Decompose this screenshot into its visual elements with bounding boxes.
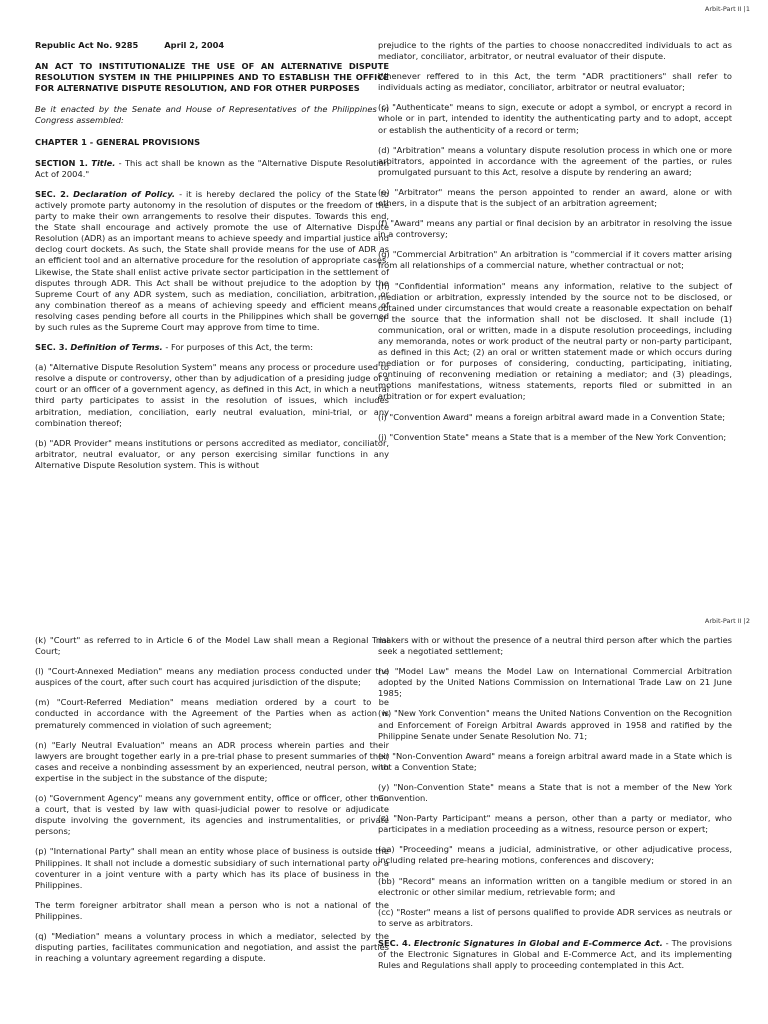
act-header xyxy=(35,40,389,51)
definition-cc: (cc) "Roster" means a list of persons qualified to provide ADR services as neutrals or to serve as arbitrators. xyxy=(378,906,732,928)
section-label: SEC. 3. xyxy=(35,342,68,353)
running-header: Arbit-Part II |2 xyxy=(704,617,750,625)
definition-f: (f) "Award" means any partial or final decision by an arbitrator in resolving the issue in a controversy; xyxy=(378,218,732,240)
act-date: April 2, 2004 xyxy=(164,40,225,50)
definition-b-continued: prejudice to the rights of the parties to choose nonaccredited individuals to act as mediator, conciliator, arbitrator, or neutral evaluator of their dispute. xyxy=(378,40,732,62)
left-column xyxy=(35,635,389,973)
definition-aa: (aa) "Proceeding" means a judicial, administrative, or other adjudicative process, including related pre-hearing motions, conferences and discovery; xyxy=(378,844,732,866)
definition-u-continued: makers with or without the presence of a neutral third person after which the parties seek a negotiated settlement; xyxy=(378,635,732,657)
definition-d: (d) "Arbitration" means a voluntary dispute resolution process in which one or more arbitrators, appointed in accordance with the agreement of the parties, or rules promulgated pursuant to this Act, resolve a dispute by rendering an award; xyxy=(378,144,732,177)
definition-a: (a) "Alternative Dispute Resolution System" means any process or procedure used to resolve a dispute or controversy, other than by adjudication of a presiding judge of a court or an officer of a government agency, as defined in this Act, in which a neutral third party participates to assist in the resolution of issues, which includes arbitration, mediation, conciliation, early neutral evaluation, mini-trial, or any combination thereof; xyxy=(35,362,389,428)
right-column xyxy=(378,635,732,980)
section-title: Electronic Signatures in Global and E-Commerce Act. xyxy=(413,937,663,948)
definition-b: (b) "ADR Provider" means institutions or persons accredited as mediator, conciliator, arbitrator, neutral evaluator, or any person exercising similar functions in any Alternative Dispute Resolution system. This is without xyxy=(35,437,389,470)
definition-h: (h) "Confidential information" means any information, relative to the subject of mediation or arbitration, expressly intended by the source not to be disclosed, or obtained under circumstances that would create a reasonable expectation on behalf of the source that the information shall not be disclosed. It shall include (1) communication, oral or written, made in a dispute resolution proceedings, including any memoranda, notes or work product of the neutral party or non-party participant, as defined in this Act; (2) an oral or written statement made or which occurs during mediation or for purposes of considering, conducting, participating, initiating, continuing of reconvening mediation or retaining a mediator; and (3) pleadings, motions manifestations, witness statements, reports filed or submitted in an arbitration or for expert evaluation; xyxy=(378,280,732,402)
definition-i: (i) "Convention Award" means a foreign arbitral award made in a Convention State; xyxy=(378,411,726,422)
definition-y: (y) "Non-Convention State" means a State that is not a member of the New York Convention. xyxy=(378,781,732,804)
section-title: Definition of Terms. xyxy=(70,342,163,353)
section-label: SEC. 4. xyxy=(378,937,411,948)
page-separator xyxy=(0,572,768,612)
definition-k: (k) "Court" as referred to in Article 6 of the Model Law shall mean a Regional Trial Court; xyxy=(35,635,389,657)
definition-m: (m) "Court-Referred Mediation" means mediation ordered by a court to be conducted in accordance with the Agreement of the Parties when as action is prematurely commenced in violation of such agreement; xyxy=(35,697,389,730)
definition-j: (j) "Convention State" means a State that is a member of the New York Convention; xyxy=(378,431,727,442)
chapter-heading: CHAPTER 1 - GENERAL PROVISIONS xyxy=(35,136,201,147)
running-header: Arbit-Part II |1 xyxy=(704,5,750,13)
section-label: SECTION 1. xyxy=(35,157,88,168)
definition-q: (q) "Mediation" means a voluntary process in which a mediator, selected by the disputing parties, facilitates communication and negotiation, and assist the parties in reaching a voluntary agreement regarding a dispute. xyxy=(35,930,389,964)
definition-bb: (bb) "Record" means an information written on a tangible medium or stored in an electronic or other similar medium, retrievable form; and xyxy=(378,875,732,897)
section-text: - The provisions of the Electronic Signatures in Global and E-Commerce Act, and its implementing Rules and Regulations shall apply to proceeding contemplated in this Act. xyxy=(378,937,733,971)
left-column xyxy=(35,40,389,480)
section-text: - it is hereby declared the policy of the State to actively promote party autonomy in the resolution of disputes or the freedom of the party to make their own arrangements to resolve their disputes. Towards this end, the State shall encourage and actively promote the use of Alternative Dispute Resolution (ADR) as an important means to achieve speedy and impartial justice and declog court dockets. As such, the State shall provide means for the use of ADR as an efficient tool and an alternative procedure for the resolution of appropriate cases. Likewise, the State shall enlist active private sector participation in the settlement of disputes through ADR. This Act shall be without prejudice to the adoption by the Supreme Court of any ADR system, such as mediation, conciliation, arbitration, or any combination thereof as a means of achieving speedy and efficient means of resolving cases pending before all courts in the Philippines which shall be governed by such rules as the Supreme Court may approve from time to time. xyxy=(35,188,389,332)
section-text: - For purposes of this Act, the term: xyxy=(162,342,314,353)
section-label: SEC. 2. xyxy=(35,188,70,199)
definition-x: (x) "Non-Convention Award" means a foreign arbitral award made in a State which is not a Convention State; xyxy=(378,750,732,772)
section-4 xyxy=(378,938,732,971)
act-title: AN ACT TO INSTITUTIONALIZE THE USE OF AN ALTERNATIVE DISPUTE RESOLUTION SYSTEM IN THE PHILIPPINES AND TO ESTABLISH THE OFFICE FOR ALTERNATIVE DISPUTE RESOLUTION, AND FOR OTHER PURPOSES xyxy=(35,61,389,94)
section-title: Declaration of Policy. xyxy=(73,188,176,199)
enacting-clause: Be it enacted by the Senate and House of Representatives of the Philippines in Congress assembled: xyxy=(35,104,389,126)
definition-o: (o) "Government Agency" means any government entity, office or officer, other than a court, that is vested by law with quasi-judicial power to resolve or adjudicate dispute involving the government, its agencies and instrumentalities, or private persons; xyxy=(35,793,389,837)
right-column xyxy=(378,40,732,452)
republic-act-number: Republic Act No. 9285 xyxy=(35,40,139,50)
foreigner-arbitrator-paragraph: The term foreigner arbitrator shall mean a person who is not a national of the Philippines. xyxy=(35,899,389,921)
definition-w: (w) "New York Convention" means the United Nations Convention on the Recognition and Enforcement of Foreign Arbitral Awards approved in 1958 and ratified by the Philippine Senate under Senate Resolution No. 71; xyxy=(378,708,732,741)
section-1 xyxy=(35,158,389,180)
section-title: Title. xyxy=(91,157,116,168)
section-2 xyxy=(35,189,389,333)
document-page-2 xyxy=(0,612,768,1024)
section-text: - This act shall be known as the "Alternative Dispute Resolution Act of 2004." xyxy=(35,157,389,179)
definition-v: (v) "Model Law" means the Model Law on International Commercial Arbitration adopted by the United Nations Commission on International Trade Law on 21 June 1985; xyxy=(378,666,732,699)
definition-p: (p) "International Party" shall mean an entity whose place of business is outside the Philippines. It shall not include a domestic subsidiary of such international party or a coventurer in a joint venture with a party which has its place of business in the Philippines. xyxy=(35,846,389,890)
definition-l: (l) "Court-Annexed Mediation" means any mediation process conducted under the auspices of the court, after such court has acquired jurisdiction of the dispute; xyxy=(35,666,389,688)
definition-n: (n) "Early Neutral Evaluation" means an ADR process wherein parties and their lawyers are brought together early in a pre-trial phase to present summaries of their cases and receive a nonbinding assessment by an experienced, neutral person, with expertise in the subject in the substance of the dispute; xyxy=(35,739,389,783)
adr-practitioners-paragraph: Whenever reffered to in this Act, the term "ADR practitioners" shall refer to individuals acting as mediator, conciliator, arbitrator or neutral evaluator; xyxy=(378,71,732,93)
definition-z: (z) "Non-Party Participant" means a person, other than a party or mediator, who participates in a mediation proceeding as a witness, resource person or expert; xyxy=(378,813,732,835)
definition-c: (c) "Authenticate" means to sign, execute or adopt a symbol, or encrypt a record in whole or in part, intended to identity the authenticating party and to adopt, accept or establish the authenticity of a record or term; xyxy=(378,102,732,135)
section-3 xyxy=(35,342,389,353)
definition-g: (g) "Commercial Arbitration" An arbitration is "commercial if it covers matter arising from all relationships of a commercial nature, whether contractual or not; xyxy=(378,249,732,271)
definition-e: (e) "Arbitrator" means the person appointed to render an award, alone or with others, in a dispute that is the subject of an arbitration agreement; xyxy=(378,186,732,209)
